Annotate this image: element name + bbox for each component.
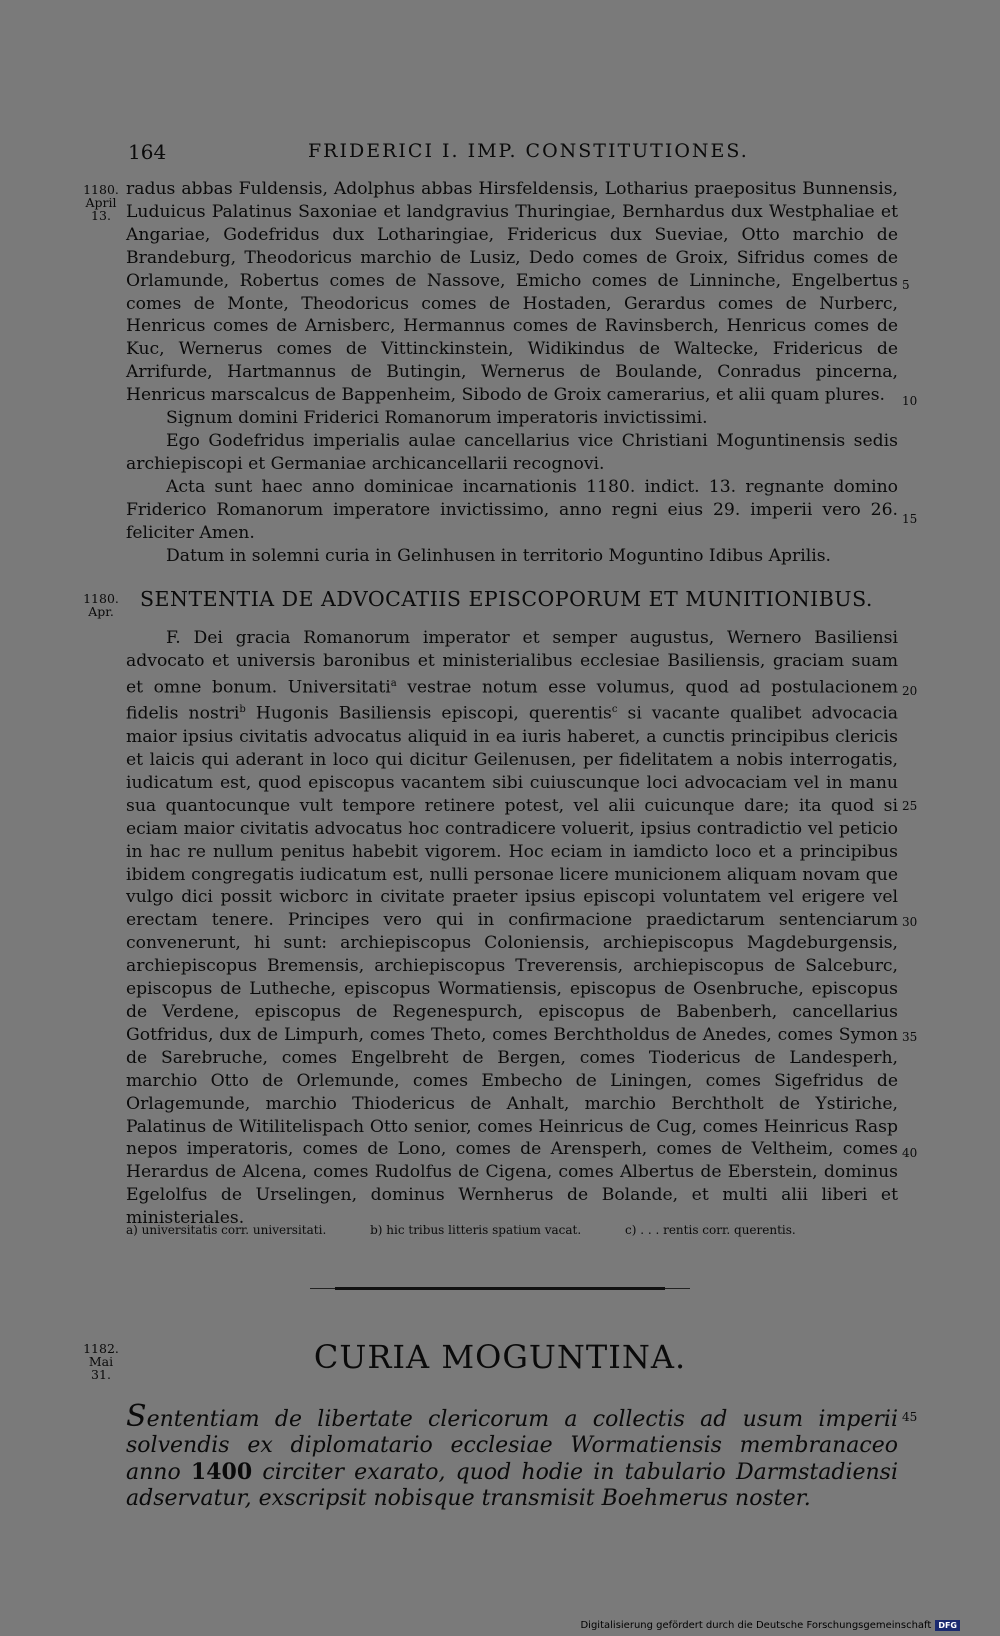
- line-number: 40: [902, 1146, 918, 1160]
- margin-date-month: April: [85, 195, 117, 210]
- digitization-credit: [580, 1620, 960, 1631]
- intro-text-part: circiter exarato, quod hodie in tabulario Darmstadiensi adservatur, exscripsit nobisque transmisit Boehmerus noster.: [126, 1460, 898, 1511]
- datum-line: Datum in solemni curia in Gelinhusen in territorio Moguntino Idibus Aprilis.: [166, 545, 831, 566]
- line-number: 15: [902, 512, 918, 526]
- running-head: [128, 140, 898, 170]
- witness-list: radus abbas Fuldensis, Adolphus abbas Hirsfeldensis, Lotharius praepositus Bunnensis, Luduicus Palatinus Saxoniae et landgravius Thuringiae, Bernhardus dux Westphaliae et Angariae, Godefridus dux Lotharingiae, Fridericus dux Sueviae, Otto marchio de Brandeburg, Theodoricus marchio de Lusiz, Dedo comes de Groix, Sifridus comes de Orlamunde, Robertus comes de Nassove, Emicho comes de Linninche, Engelbertus comes de Monte, Theodoricus comes de Hostaden, Gerardus comes de Nurberc, Henricus comes de Arnisberc, Hermannus comes de Ravinsberch, Henricus comes de Kuc, Wernerus comes de Vittinckinstein, Widikindus de Waltecke, Fridericus de Arrifurde, Hartmannus de Butingin, Wernerus de Boulande, Conradus pincerna, Henricus marscalcus de Bappenheim, Sibodo de Groix camerarius, et alii quam plures.: [126, 179, 898, 406]
- margin-date-month: Mai: [88, 1354, 114, 1369]
- charter-witness-section: [126, 178, 898, 567]
- intro-year: 1400: [190, 1459, 253, 1485]
- line-number: 10: [902, 394, 918, 408]
- margin-date-day: 13.: [91, 208, 111, 223]
- intro-text-part: ententiam de libertate clericorum a collectis ad usum imperii solvendis ex diplomatario ecclesiae Wormatiensis membranaceo anno: [126, 1407, 898, 1485]
- margin-date-1180-april: [80, 183, 122, 222]
- footnote-marker: b: [239, 704, 246, 716]
- curia-title: CURIA MOGUNTINA.: [313, 1338, 687, 1376]
- credit-text: Digitalisierung gefördert durch die Deutsche Forschungsgemeinschaft: [580, 1620, 932, 1631]
- line-number: 5: [902, 278, 910, 292]
- margin-date-day: 31.: [91, 1367, 111, 1382]
- section-divider: [335, 1287, 665, 1290]
- line-number: 35: [902, 1030, 918, 1044]
- margin-date-year: 1180.: [83, 591, 119, 606]
- footnote-a: a) universitatis corr. universitati.: [126, 1223, 327, 1237]
- footnote-c: c) . . . rentis corr. querentis.: [624, 1223, 796, 1237]
- sententia-text-part: F. Dei gracia Romanorum imperator et semper augustus, Wernero Basiliensi advocato et universis baronibus et ministerialibus ecclesiae Basiliensis, graciam suam et omne bonum. Universitati: [126, 628, 898, 698]
- footnote-b: b) hic tribus litteris spatium vacat.: [370, 1223, 582, 1237]
- margin-date-year: 1182.: [83, 1341, 119, 1356]
- sententia-text-part: si vacante qualibet advocacia maior ipsius civitatis advocatus aliquid in ea iuris haberet, a cunctis principibus clericis et laicis qui aderant in loco qui dicitur Geilenusen, per fidelitatem a nobis interrogatis, iudicatum est, quod episcopus vacantem sibi cuiuscunque loci advocaciam vel in manu sua quantocunque vult tempore retinere potest, vel alii cuicunque dare; ita quod si eciam maior civitatis advocatus hoc contradicere voluerit, ipsius contradictio vel peticio in hac re nullum penitus habebit vigorem. Hoc eciam in iamdicto loco et a principibus ibidem congregatis iudicatum est, nulli personae licere municionem aliquam novam que vulgo dici possit wicborc in civitate praeter ipsius episcopi voluntatem vel erigere vel erectam tenere. Principes vero qui in confirmacione praedictarum sentenciarum convenerunt, hi sunt: archiepiscopus Coloniensis, archiepiscopus Magdeburgensis, archiepiscopus Bremensis, archiepiscopus Treverensis, archiepiscopus de Salceburc, episcopus de Lutheche, episcopus Wormatiensis, episcopus de Osenbruche, episcopus de Verdene, episcopus de Regenespurch, episcopus de Babenberh, cancellarius Gotfridus, dux de Limpurh, comes Theto, comes Berchtholdus de Anedes, comes Symon de Sarebruche, comes Engelbreht de Bergen, comes Tiodericus de Landesperh, marchio Otto de Orlemunde, comes Embecho de Liningen, comes Sigefridus de Orlagemunde, marchio Thiodericus de Anhalt, marchio Berchtholt de Ystiriche, Palatinus de Witilitelispach Otto senior, comes Heinricus de Cug, comes Heinricus Rasp nepos imperatoris, comes de Lono, comes de Arensperh, comes de Veltheim, comes Herardus de Alcena, comes Rudolfus de Cigena, comes Albertus de Eberstein, dominus Egelolfus de Urselingen, dominus Wernherus de Bolande, et multi alii liberi et ministeriales.: [126, 704, 898, 1229]
- footnote-marker: c: [611, 704, 618, 716]
- page-number: 164: [128, 140, 167, 164]
- signum-line: Signum domini Friderici Romanorum imperatoris invictissimi.: [166, 408, 708, 429]
- dfg-logo-icon: DFG: [935, 1620, 960, 1631]
- recognition-line: Ego Godefridus imperialis aulae cancellarius vice Christiani Moguntinensis sedis archiepiscopi et Germaniae archicancellarii recognovi.: [126, 430, 898, 474]
- sententia-paragraph: [126, 627, 898, 1230]
- margin-date-month: Apr.: [88, 604, 114, 619]
- initial-letter: S: [126, 1399, 147, 1434]
- margin-date-1180-apr: [80, 592, 122, 618]
- section-title-sententia: SENTENTIA DE ADVOCATIIS EPISCOPORUM ET MUNITIONIBUS.: [140, 587, 873, 611]
- sententia-text: [126, 627, 898, 1230]
- acta-line: Acta sunt haec anno dominicae incarnationis 1180. indict. 13. regnante domino Friderico Romanorum imperatore invictissimo, anno regni eius 29. imperii vero 26. feliciter Amen.: [126, 476, 898, 543]
- line-number: 30: [902, 915, 918, 929]
- margin-date-year: 1180.: [83, 182, 119, 197]
- line-number: 25: [902, 799, 918, 813]
- running-title: FRIDERICI I. IMP. CONSTITUTIONES.: [308, 140, 749, 162]
- sententia-text-part: vestrae notum esse volumus, quod ad postulacionem fidelis nostri: [126, 677, 898, 725]
- line-number: 45: [902, 1410, 918, 1424]
- sententia-text-part: Hugonis Basiliensis episcopi, querentis: [245, 704, 612, 725]
- curia-introduction: [126, 1399, 898, 1512]
- line-number: 20: [902, 684, 918, 698]
- footnote-marker: a: [390, 677, 397, 689]
- footnotes: [126, 1223, 898, 1237]
